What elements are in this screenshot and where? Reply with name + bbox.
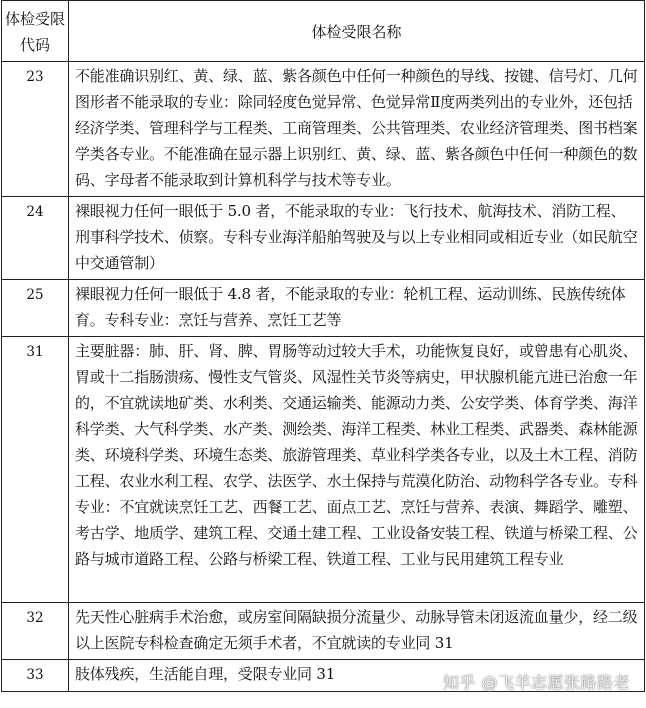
table-header-row <box>2 1 645 62</box>
restriction-table <box>1 0 645 692</box>
row-text: 裸眼视力任何一眼低于 5.0 者，不能录取的专业：飞行技术、航海技术、消防工程、刑事科学技术、侦察。专科专业海洋船舶驾驶及与以上专业相同或相近专业（如民航空中交通管制） <box>69 197 645 280</box>
row-text: 主要脏器：肺、肝、肾、脾、胃肠等动过较大手术，功能恢复良好，或曾患有心肌炎、胃或十二指肠溃疡、慢性支气管炎、风湿性关节炎等病史，甲状腺机能亢进已治愈一年的，不宜就读地矿类、水利类、交通运输类、能源动力类、公安学类、体育学类、海洋科学类、大气科学类、水产类、测绘类、海洋工程类、林业工程类、武器类、森林能源类、环境科学类、环境生态类、旅游管理类、草业科学类各专业，以及土木工程、消防工程、农业水利工程、农学、法医学、水土保持与荒漠化防治、动物科学各专业。专科专业：不宜就读烹饪工艺、西餐工艺、面点工艺、烹饪与营养、表演、舞蹈学、雕塑、考古学、地质学、建筑工程、交通土建工程、工业设备安装工程、铁道与桥梁工程、公路与城市道路工程、公路与桥梁工程、铁道工程、工业与民用建筑工程专业 <box>69 337 645 603</box>
table-row <box>2 280 645 337</box>
row-text: 肢体残疾，生活能自理，受限专业同 31 <box>69 660 645 692</box>
row-code: 31 <box>2 337 69 603</box>
row-code: 25 <box>2 280 69 337</box>
row-code: 32 <box>2 603 69 660</box>
table-row <box>2 197 645 280</box>
row-text: 不能准确识别红、黄、绿、蓝、紫各颜色中任何一种颜色的导线、按键、信号灯、几何图形者不能录取的专业：除同轻度色觉异常、色觉异常Ⅱ度两类列出的专业外，还包括经济学类、管理科学与工程类、工商管理类、公共管理类、农业经济管理类、图书档案学类各专业。不能准确在显示器上识别红、黄、绿、蓝、紫各颜色中任何一种颜色的数码、字母者不能录取到计算机科学与技术等专业。 <box>69 62 645 197</box>
row-code: 23 <box>2 62 69 197</box>
header-name: 体检受限名称 <box>69 1 645 62</box>
table-row <box>2 603 645 660</box>
row-text: 先天性心脏病手术治愈，或房室间隔缺损分流量少、动脉导管未闭返流血量少，经二级以上医院专科检查确定无须手术者，不宜就读的专业同 31 <box>69 603 645 660</box>
row-code: 33 <box>2 660 69 692</box>
row-code: 24 <box>2 197 69 280</box>
header-code: 体检受限代码 <box>2 1 69 62</box>
table-row <box>2 62 645 197</box>
table-row <box>2 337 645 603</box>
row-text: 裸眼视力任何一眼低于 4.8 者，不能录取的专业：轮机工程、运动训练、民族传统体育。专科专业：烹饪与营养、烹饪工艺等 <box>69 280 645 337</box>
watermark: 知乎 @飞羊志愿张路路老 <box>442 673 630 692</box>
